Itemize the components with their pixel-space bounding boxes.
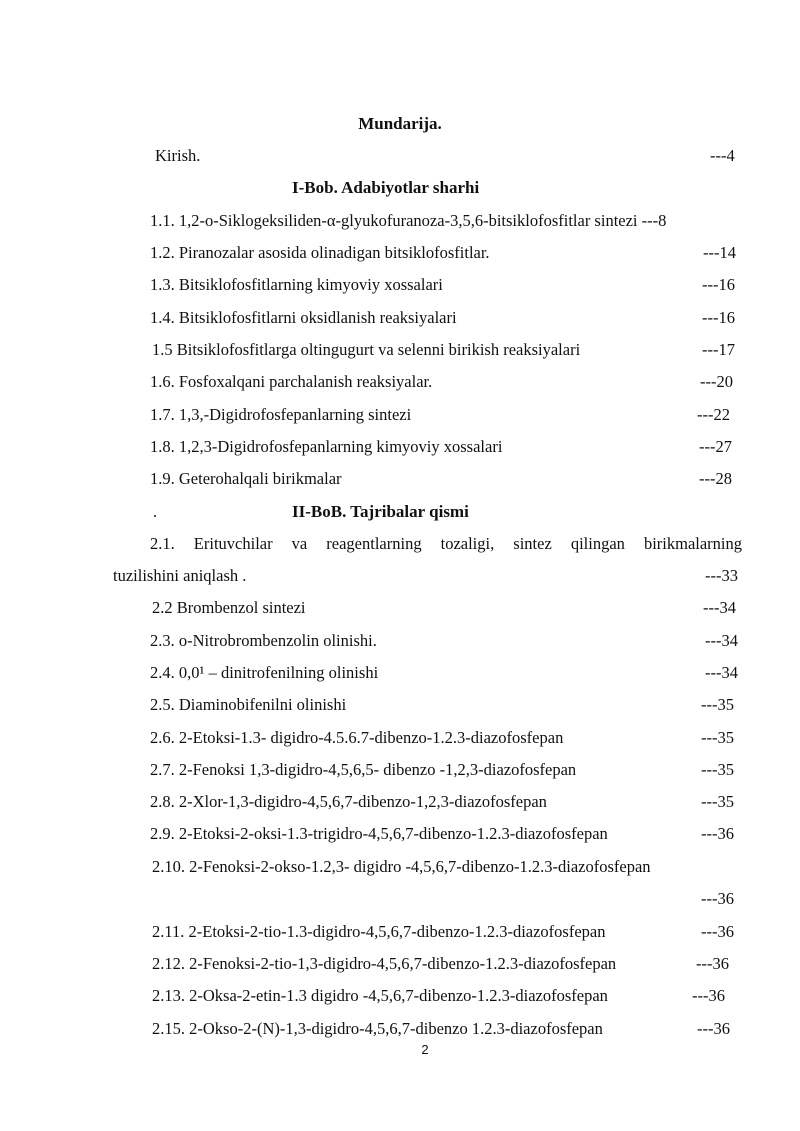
page-number: 2: [421, 1042, 429, 1057]
chapter-heading: I-Bob. Adabiyotlar sharhi: [292, 178, 480, 197]
toc-entry-page: ---36: [697, 1019, 730, 1038]
toc-entry-text: 1.4. Bitsiklofosfitlarni oksidlanish reaksiyalari: [150, 308, 457, 327]
toc-entry-text: 1.9. Geterohalqali birikmalar: [150, 469, 342, 488]
toc-entry-page: ---36: [701, 824, 734, 843]
toc-entry-page: ---36: [696, 954, 729, 973]
toc-entry-text: 1.2. Piranozalar asosida olinadigan bitsiklofosfitlar.: [150, 243, 490, 262]
toc-entry-page: ---22: [697, 405, 730, 424]
toc-entry-text: Kirish.: [155, 146, 201, 165]
page-title: Mundarija.: [358, 114, 442, 133]
toc-entry-text: 2.9. 2-Etoksi-2-oksi-1.3-trigidro-4,5,6,7-dibenzo-1.2.3-diazofosfepan: [150, 824, 608, 843]
toc-entry-page: ---34: [705, 663, 738, 682]
toc-entry-text: 2.13. 2-Oksa-2-etin-1.3 digidro -4,5,6,7-dibenzo-1.2.3-diazofosfepan: [152, 986, 608, 1005]
toc-entry-text: 2.10. 2-Fenoksi-2-okso-1.2,3- digidro -4,5,6,7-dibenzo-1.2.3-diazofosfepan: [152, 857, 651, 876]
toc-entry-page: ---36: [692, 986, 725, 1005]
toc-entry-text: 1.3. Bitsiklofosfitlarning kimyoviy xossalari: [150, 275, 443, 294]
chapter-heading: II-BoB. Tajribalar qismi: [292, 502, 469, 521]
toc-entry-page: ---34: [705, 631, 738, 650]
toc-entry-page: ---35: [701, 695, 734, 714]
toc-entry-text: 2.15. 2-Okso-2-(N)-1,3-digidro-4,5,6,7-dibenzo 1.2.3-diazofosfepan: [152, 1019, 603, 1038]
toc-entry-page: ---34: [703, 598, 736, 617]
toc-entry-text: 2.2 Brombenzol sintezi: [152, 598, 306, 617]
toc-entry-page: ---36: [701, 922, 734, 941]
toc-entry-page: ---27: [699, 437, 732, 456]
toc-entry-page: ---20: [700, 372, 733, 391]
toc-entry-text: 1.5 Bitsiklofosfitlarga oltingugurt va selenni birikish reaksiyalari: [152, 340, 581, 359]
toc-entry-text: 2.11. 2-Etoksi-2-tio-1.3-digidro-4,5,6,7-dibenzo-1.2.3-diazofosfepan: [152, 922, 606, 941]
chapter-marker: .: [153, 502, 158, 521]
toc-entry-text: 2.6. 2-Etoksi-1.3- digidro-4.5.6.7-dibenzo-1.2.3-diazofosfepan: [150, 728, 564, 747]
toc-entry-page: ---4: [710, 146, 735, 165]
toc-entry-text: 1.6. Fosfoxalqani parchalanish reaksiyalar.: [150, 372, 433, 391]
toc-entry-text: 1.7. 1,3,-Digidrofosfepanlarning sintezi: [150, 405, 412, 424]
toc-entry-text: 2.7. 2-Fenoksi 1,3-digidro-4,5,6,5- dibenzo -1,2,3-diazofosfepan: [150, 760, 577, 779]
toc-entry-page: ---14: [703, 243, 736, 262]
toc-entry-text: 2.1. Erituvchilar va reagentlarning tozaligi, sintez qilingan birikmalarning: [150, 534, 742, 553]
toc-entry-text: 2.3. o-Nitrobrombenzolin olinishi.: [150, 631, 377, 650]
toc-entry-page: ---35: [701, 760, 734, 779]
toc-entry-page: ---33: [705, 566, 738, 585]
toc-entry-page: ---35: [701, 792, 734, 811]
toc-entry-page: ---17: [702, 340, 735, 359]
toc-entry-text: 2.8. 2-Xlor-1,3-digidro-4,5,6,7-dibenzo-1,2,3-diazofosfepan: [150, 792, 547, 811]
toc-entry-page: ---16: [702, 275, 735, 294]
toc-entry-text: 1.1. 1,2-o-Siklogeksiliden-α-glyukofuranoza-3,5,6-bitsiklofosfitlar sintezi ---8: [150, 211, 667, 230]
toc-entry-text: 1.8. 1,2,3-Digidrofosfepanlarning kimyoviy xossalari: [150, 437, 503, 456]
toc-entry-text: tuzilishini aniqlash .: [113, 566, 247, 585]
toc-entry-text: 2.4. 0,0¹ – dinitrofenilning olinishi: [150, 663, 379, 682]
toc-entry-text: 2.12. 2-Fenoksi-2-tio-1,3-digidro-4,5,6,7-dibenzo-1.2.3-diazofosfepan: [152, 954, 617, 973]
toc-entry-page: ---36: [701, 889, 734, 908]
toc-entry-page: ---35: [701, 728, 734, 747]
toc-entry-page: ---16: [702, 308, 735, 327]
toc-entry-page: ---28: [699, 469, 732, 488]
toc-entry-text: 2.5. Diaminobifenilni olinishi: [150, 695, 347, 714]
